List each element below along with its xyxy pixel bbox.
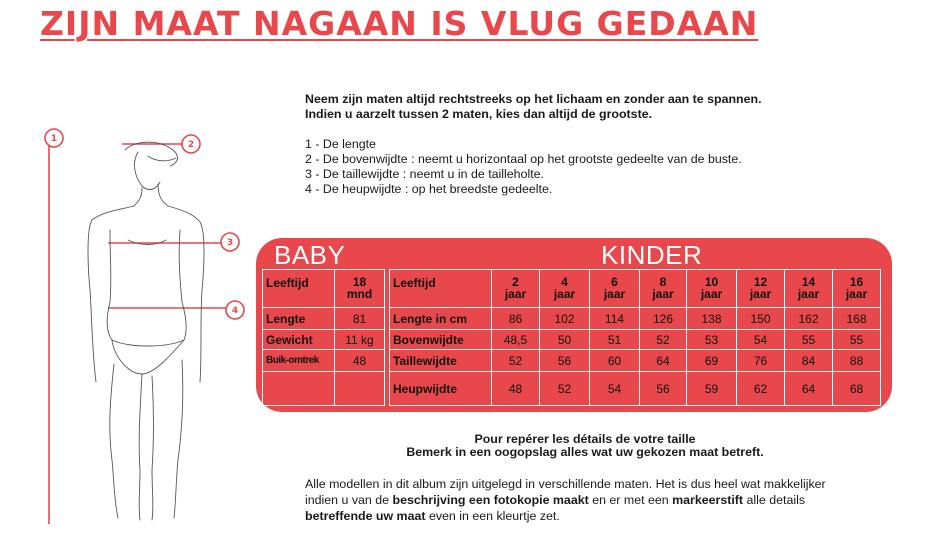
table-cell: 54: [737, 330, 785, 350]
table-cell: 86: [492, 308, 540, 330]
baby-row-label: Gewicht: [263, 330, 335, 350]
album-info-paragraph: [305, 476, 885, 524]
kinder-age-header: Leeftijd: [390, 270, 492, 308]
table-row: [263, 308, 881, 330]
age-column: 10 jaar: [687, 270, 737, 308]
table-cell: 52: [640, 330, 687, 350]
table-cell: 84: [785, 350, 833, 372]
album-info-line-2: indien u van de beschrijving een fotokopie maakt en er met een markeerstift alle details: [305, 493, 806, 507]
baby-cell: 81: [335, 308, 385, 330]
table-cell: 55: [833, 330, 881, 350]
baby-age-header: Leeftijd: [263, 270, 335, 308]
table-cell: 126: [640, 308, 687, 330]
marker-3-label: 3: [226, 238, 234, 248]
album-info-line-3: betreffende uw maat even in een kleurtje zet.: [305, 509, 560, 523]
age-column: 8 jaar: [640, 270, 687, 308]
intro-line-1: Neem zijn maten altijd rechtstreeks op het lichaam en zonder aan te spannen.: [305, 92, 762, 106]
table-cell: 138: [687, 308, 737, 330]
baby-age-column: 18 mnd: [335, 270, 385, 308]
baby-row-label: [263, 372, 335, 406]
table-cell: 59: [687, 372, 737, 406]
table-cell: 76: [737, 350, 785, 372]
table-header-row: [263, 270, 881, 308]
marker-1-label: 1: [50, 134, 58, 144]
table-row: [263, 330, 881, 350]
baby-row-label: Buik-omtrek: [263, 350, 335, 372]
table-cell: 53: [687, 330, 737, 350]
kinder-heading: KINDER: [601, 240, 703, 270]
table-cell: 56: [540, 350, 590, 372]
baby-cell: [335, 372, 385, 406]
table-cell: 168: [833, 308, 881, 330]
table-cell: 52: [540, 372, 590, 406]
page-title: ZIJN MAAT NAGAAN IS VLUG GEDAAN: [40, 4, 759, 43]
marker-2-label: 2: [187, 140, 195, 150]
note-line-1: Pour repérer les détails de votre taille: [474, 432, 696, 446]
kinder-row-label: Heupwijdte: [390, 372, 492, 406]
table-cell: 56: [640, 372, 687, 406]
table-cell: 55: [785, 330, 833, 350]
age-column: 2 jaar: [492, 270, 540, 308]
measure-item: 1 - De lengte: [305, 137, 376, 151]
note-line-2: Bemerk in een oogopslag alles wat uw gekozen maat betreft.: [406, 445, 764, 459]
age-column: 4 jaar: [540, 270, 590, 308]
baby-row-label: Lengte: [263, 308, 335, 330]
age-column: 12 jaar: [737, 270, 785, 308]
table-cell: 51: [590, 330, 640, 350]
table-cell: 60: [590, 350, 640, 372]
age-column: 6 jaar: [590, 270, 640, 308]
album-info-line-1: Alle modellen in dit album zijn uitgelegd in verschillende maten. Het is dus heel wat makkelijker: [305, 477, 826, 491]
table-cell: 88: [833, 350, 881, 372]
table-cell: 150: [737, 308, 785, 330]
age-column: 16 jaar: [833, 270, 881, 308]
intro-line-2: Indien u aarzelt tussen 2 maten, kies dan altijd de grootste.: [305, 107, 653, 121]
baby-heading: BABY: [274, 240, 346, 270]
table-cell: 50: [540, 330, 590, 350]
table-cell: 64: [640, 350, 687, 372]
body-measurement-figure: [30, 120, 260, 530]
kinder-row-label: Taillewijdte: [390, 350, 492, 372]
baby-cell: 11 kg: [335, 330, 385, 350]
instructions: [305, 92, 865, 197]
table-cell: 114: [590, 308, 640, 330]
table-cell: 48: [492, 372, 540, 406]
size-table: [262, 269, 881, 406]
measure-item: 2 - De bovenwijdte : neemt u horizontaal op het grootste gedeelte van de buste.: [305, 152, 742, 166]
table-cell: 64: [785, 372, 833, 406]
size-note: [305, 433, 865, 459]
table-cell: 69: [687, 350, 737, 372]
measure-item: 3 - De taillewijdte : neemt u in de tailleholte.: [305, 167, 544, 181]
table-row: [263, 350, 881, 372]
table-cell: 68: [833, 372, 881, 406]
size-chart-panel: [256, 238, 892, 412]
table-row: [263, 372, 881, 406]
marker-4-label: 4: [231, 306, 239, 316]
table-cell: 48,5: [492, 330, 540, 350]
kinder-row-label: Lengte in cm: [390, 308, 492, 330]
measure-item: 4 - De heupwijdte : op het breedste gedeelte.: [305, 182, 553, 196]
table-cell: 54: [590, 372, 640, 406]
table-cell: 62: [737, 372, 785, 406]
table-cell: 52: [492, 350, 540, 372]
table-cell: 162: [785, 308, 833, 330]
table-cell: 102: [540, 308, 590, 330]
measure-list: [305, 137, 865, 197]
age-column: 14 jaar: [785, 270, 833, 308]
baby-cell: 48: [335, 350, 385, 372]
kinder-row-label: Bovenwijdte: [390, 330, 492, 350]
